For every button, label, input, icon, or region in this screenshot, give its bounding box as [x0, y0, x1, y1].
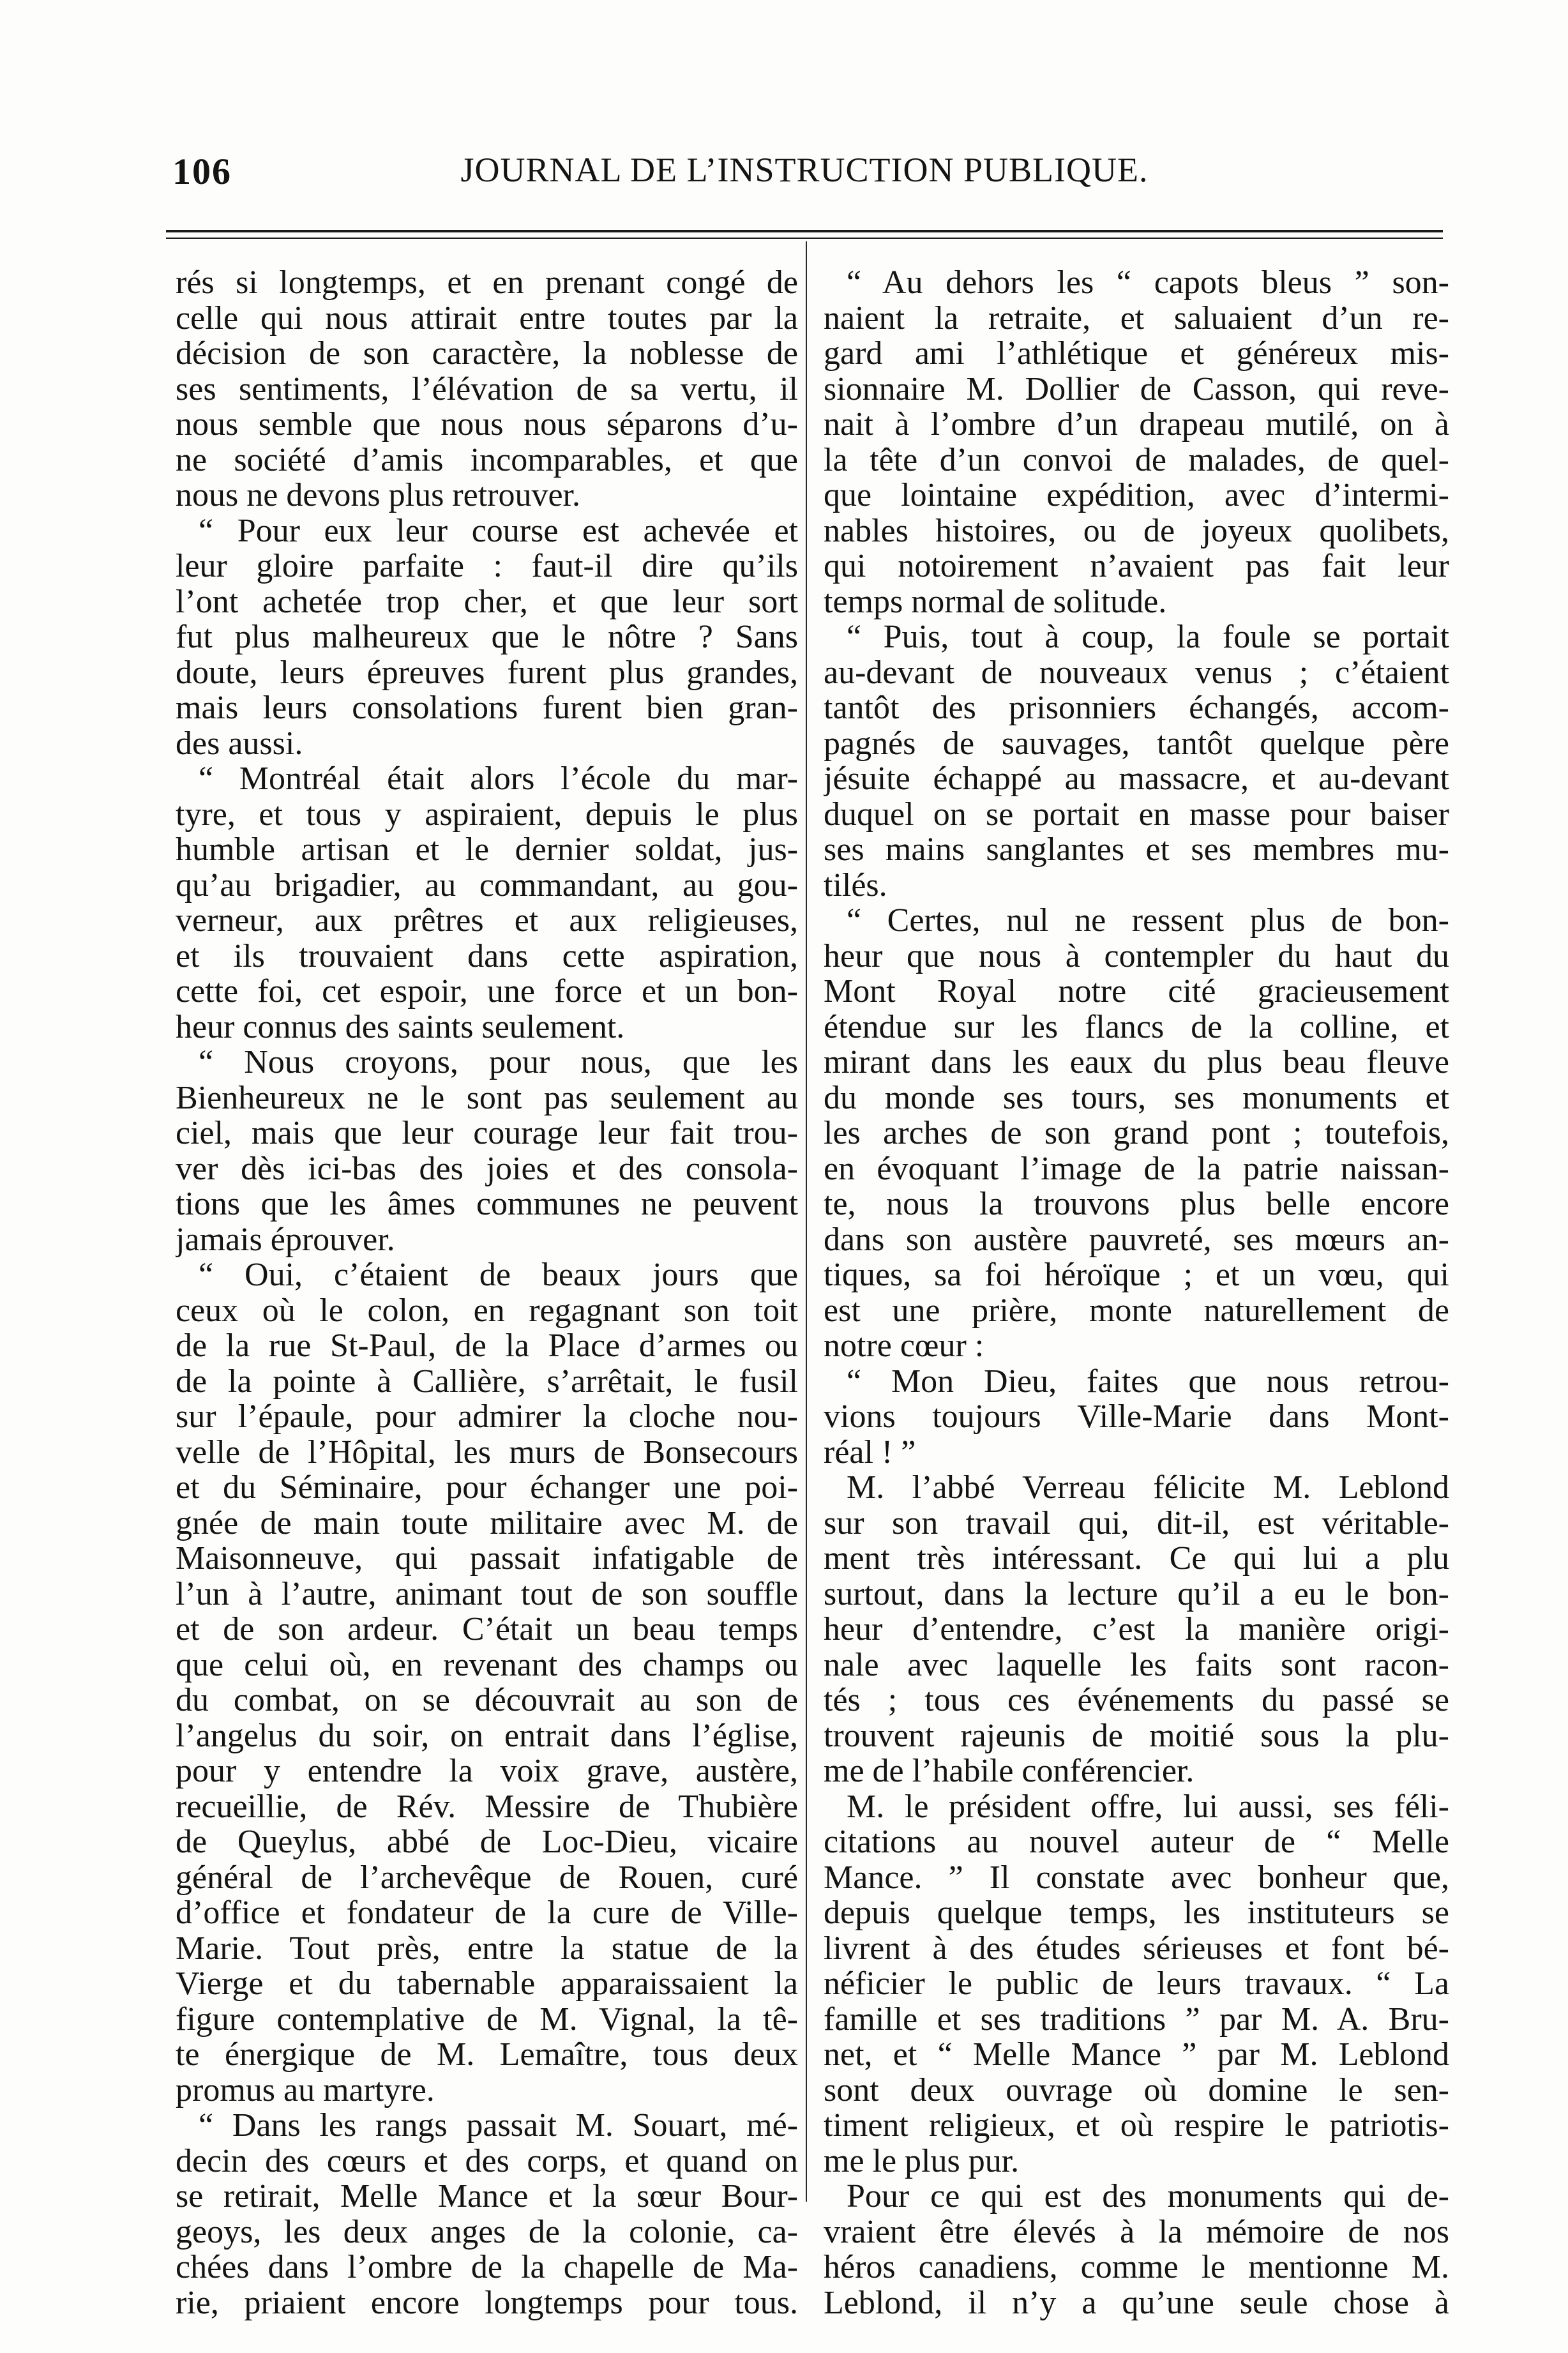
text-line: cette foi, cet espoir, une force et un bon-	[176, 974, 798, 1010]
text-line: te, nous la trouvons plus belle encore	[824, 1186, 1449, 1222]
text-line: “ Au dehors les “ capots bleus ” son-	[847, 265, 1449, 301]
text-line: nale avec laquelle les faits sont racon-	[824, 1647, 1449, 1683]
text-line: pagnés de sauvages, tantôt quelque père	[824, 725, 1449, 761]
text-line: au-devant de nouveaux venus ; c’étaient	[824, 654, 1449, 690]
text-line: “ Oui, c’étaient de beaux jours que	[199, 1257, 798, 1293]
text-line: général de l’archevêque de Rouen, curé	[176, 1859, 798, 1895]
text-line: d’office et fondateur de la cure de Ville-	[176, 1895, 798, 1931]
page-number: 106	[172, 151, 232, 192]
text-line: ciel, mais que leur courage leur fait trou-	[176, 1116, 798, 1151]
text-line: du combat, on se découvrait au son de	[176, 1683, 798, 1718]
text-line: famille et ses traditions ” par M. A. Bru-	[824, 2001, 1449, 2037]
text-line: réal ! ”	[824, 1434, 916, 1470]
text-line: tions que les âmes communes ne peuvent	[176, 1186, 798, 1222]
text-line: heur connus des saints seulement.	[176, 1009, 625, 1045]
text-line: de la pointe à Callière, s’arrêtait, le fusil	[176, 1363, 798, 1399]
text-line: l’un à l’autre, animant tout de son souffle	[176, 1576, 798, 1612]
running-header	[172, 150, 1436, 201]
text-line: nait à l’ombre d’un drapeau mutilé, on à	[824, 407, 1449, 443]
text-line: promus au martyre.	[176, 2072, 435, 2108]
text-line: Pour ce qui est des monuments qui de-	[847, 2179, 1449, 2214]
text-line: decin des cœurs et des corps, et quand on	[176, 2143, 798, 2179]
text-line: est une prière, monte naturellement de	[824, 1292, 1449, 1328]
text-line: jamais éprouver.	[176, 1222, 395, 1257]
column-divider	[806, 241, 807, 2202]
text-line: chées dans l’ombre de la chapelle de Ma-	[176, 2250, 798, 2285]
text-line: citations au nouvel auteur de “ Melle	[824, 1824, 1449, 1860]
text-line: tiques, sa foi héroïque ; et un vœu, qui	[824, 1257, 1449, 1293]
text-line: net, et “ Melle Mance ” par M. Leblond	[824, 2037, 1449, 2073]
left-column	[176, 265, 798, 2320]
text-line: tantôt des prisonniers échangés, accom-	[824, 690, 1449, 726]
text-line: timent religieux, et où respire le patriotis-	[824, 2108, 1449, 2144]
text-line: Mance. ” Il constate avec bonheur que,	[824, 1859, 1449, 1895]
text-line: décision de son caractère, la noblesse de	[176, 336, 798, 372]
text-line: que lointaine expédition, avec d’intermi-	[824, 478, 1449, 513]
text-line: me le plus pur.	[824, 2143, 1020, 2179]
text-line: gard ami l’athlétique et généreux mis-	[824, 336, 1449, 372]
text-line: doute, leurs épreuves furent plus grandes,	[176, 654, 798, 690]
text-line: te énergique de M. Lemaître, tous deux	[176, 2037, 798, 2073]
text-line: héros canadiens, comme le mentionne M.	[824, 2250, 1449, 2285]
text-line: sur l’épaule, pour admirer la cloche nou-	[176, 1399, 798, 1435]
text-line: Leblond, il n’y a qu’une seule chose à	[824, 2285, 1449, 2320]
text-line: Marie. Tout près, entre la statue de la	[176, 1930, 798, 1966]
text-line: mais leurs consolations furent bien gran-	[176, 690, 798, 726]
text-line: heur que nous à contempler du haut du	[824, 938, 1449, 974]
text-line: des aussi.	[176, 725, 303, 761]
text-line: Mont Royal notre cité gracieusement	[824, 974, 1449, 1010]
text-line: humble artisan et le dernier soldat, jus-	[176, 832, 798, 868]
text-line: “ Mon Dieu, faites que nous retrou-	[847, 1363, 1449, 1399]
text-line: vraient être élevés à la mémoire de nos	[824, 2214, 1449, 2250]
text-line: trouvent rajeunis de moitié sous la plu-	[824, 1718, 1449, 1753]
text-line: ceux où le colon, en regagnant son toit	[176, 1292, 798, 1328]
text-line: geoys, les deux anges de la colonie, ca-	[176, 2214, 798, 2250]
text-line: l’ont achetée trop cher, et que leur sort	[176, 584, 798, 619]
text-line: naient la retraite, et saluaient d’un re-	[824, 300, 1449, 336]
header-rule-thick	[166, 230, 1443, 232]
text-line: et du Séminaire, pour échanger une poi-	[176, 1470, 798, 1506]
text-line: tyre, et tous y aspiraient, depuis le plus	[176, 796, 798, 832]
text-line: sont deux ouvrage où domine le sen-	[824, 2072, 1449, 2108]
text-line: nous ne devons plus retrouver.	[176, 478, 581, 513]
text-line: les arches de son grand pont ; toutefois,	[824, 1116, 1449, 1151]
text-line: M. le président offre, lui aussi, ses féli-	[847, 1789, 1449, 1824]
text-line: figure contemplative de M. Vignal, la tê-	[176, 2001, 798, 2037]
text-line: “ Certes, nul ne ressent plus de bon-	[847, 903, 1449, 939]
text-line: velle de l’Hôpital, les murs de Bonsecours	[176, 1434, 798, 1470]
text-line: Maisonneuve, qui passait infatigable de	[176, 1541, 798, 1577]
text-line: pour y entendre la voix grave, austère,	[176, 1753, 798, 1789]
text-line: M. l’abbé Verreau félicite M. Leblond	[847, 1470, 1449, 1506]
text-line: de Queylus, abbé de Loc-Dieu, vicaire	[176, 1824, 798, 1860]
running-title: JOURNAL DE L’INSTRUCTION PUBLIQUE.	[460, 151, 1149, 189]
text-line: tés ; tous ces événements du passé se	[824, 1683, 1449, 1718]
text-line: étendue sur les flancs de la colline, et	[824, 1009, 1449, 1045]
text-line: ment très intéressant. Ce qui lui a plu	[824, 1541, 1449, 1577]
text-line: “ Nous croyons, pour nous, que les	[199, 1045, 798, 1080]
text-line: et ils trouvaient dans cette aspiration,	[176, 938, 798, 974]
text-line: duquel on se portait en masse pour baiser	[824, 796, 1449, 832]
text-line: recueillie, de Rév. Messire de Thubière	[176, 1789, 798, 1824]
text-line: que celui où, en revenant des champs ou	[176, 1647, 798, 1683]
text-line: depuis quelque temps, les instituteurs se	[824, 1895, 1449, 1931]
text-line: nables histoires, ou de joyeux quolibets,	[824, 513, 1449, 549]
text-line: de la rue St-Paul, de la Place d’armes ou	[176, 1328, 798, 1364]
text-line: gnée de main toute militaire avec M. de	[176, 1505, 798, 1541]
text-line: tilés.	[824, 867, 887, 903]
text-line: jésuite échappé au massacre, et au-devant	[824, 761, 1449, 797]
text-line: fut plus malheureux que le nôtre ? Sans	[176, 619, 798, 655]
text-line: la tête d’un convoi de malades, de quel-	[824, 442, 1449, 478]
text-line: ne société d’amis incomparables, et que	[176, 442, 798, 478]
text-line: qui notoirement n’avaient pas fait leur	[824, 549, 1449, 584]
text-line: “ Puis, tout à coup, la foule se portait	[847, 619, 1449, 655]
text-line: surtout, dans la lecture qu’il a eu le bon-	[824, 1576, 1449, 1612]
text-line: sionnaire M. Dollier de Casson, qui reve-	[824, 371, 1449, 407]
text-line: sur son travail qui, dit-il, est véritable-	[824, 1505, 1449, 1541]
text-line: vions toujours Ville-Marie dans Mont-	[824, 1399, 1449, 1435]
header-rule-thin	[166, 238, 1443, 239]
text-line: l’angelus du soir, on entrait dans l’église,	[176, 1718, 798, 1753]
text-line: ver dès ici-bas des joies et des consola-	[176, 1151, 798, 1186]
text-line: rie, priaient encore longtemps pour tous.	[176, 2285, 798, 2320]
text-line: notre cœur :	[824, 1328, 984, 1364]
text-line: dans son austère pauvreté, ses mœurs an-	[824, 1222, 1449, 1257]
text-line: néficier le public de leurs travaux. “ La	[824, 1966, 1449, 2002]
text-line: ses mains sanglantes et ses membres mu-	[824, 832, 1449, 868]
text-line: leur gloire parfaite : faut-il dire qu’ils	[176, 549, 798, 584]
right-column	[824, 265, 1449, 2320]
text-line: et de son ardeur. C’était un beau temps	[176, 1612, 798, 1647]
text-line: heur d’entendre, c’est la manière origi-	[824, 1612, 1449, 1647]
text-line: se retirait, Melle Mance et la sœur Bour-	[176, 2179, 798, 2214]
text-line: “ Montréal était alors l’école du mar-	[199, 761, 798, 797]
text-line: ses sentiments, l’élévation de sa vertu, il	[176, 371, 798, 407]
text-line: Vierge et du tabernable apparaissaient la	[176, 1966, 798, 2002]
text-line: temps normal de solitude.	[824, 584, 1167, 619]
text-line: qu’au brigadier, au commandant, au gou-	[176, 867, 798, 903]
text-line: Bienheureux ne le sont pas seulement au	[176, 1080, 798, 1116]
text-line: “ Pour eux leur course est achevée et	[199, 513, 798, 549]
text-line: “ Dans les rangs passait M. Souart, mé-	[199, 2108, 798, 2144]
text-line: en évoquant l’image de la patrie naissan-	[824, 1151, 1449, 1186]
text-line: me de l’habile conférencier.	[824, 1753, 1195, 1789]
text-line: nous semble que nous nous séparons d’u-	[176, 407, 798, 443]
text-line: celle qui nous attirait entre toutes par la	[176, 300, 798, 336]
text-line: mirant dans les eaux du plus beau fleuve	[824, 1045, 1449, 1080]
text-line: rés si longtemps, et en prenant congé de	[176, 265, 798, 301]
text-line: livrent à des études sérieuses et font bé-	[824, 1930, 1449, 1966]
text-line: verneur, aux prêtres et aux religieuses,	[176, 903, 798, 939]
text-line: du monde ses tours, ses monuments et	[824, 1080, 1449, 1116]
